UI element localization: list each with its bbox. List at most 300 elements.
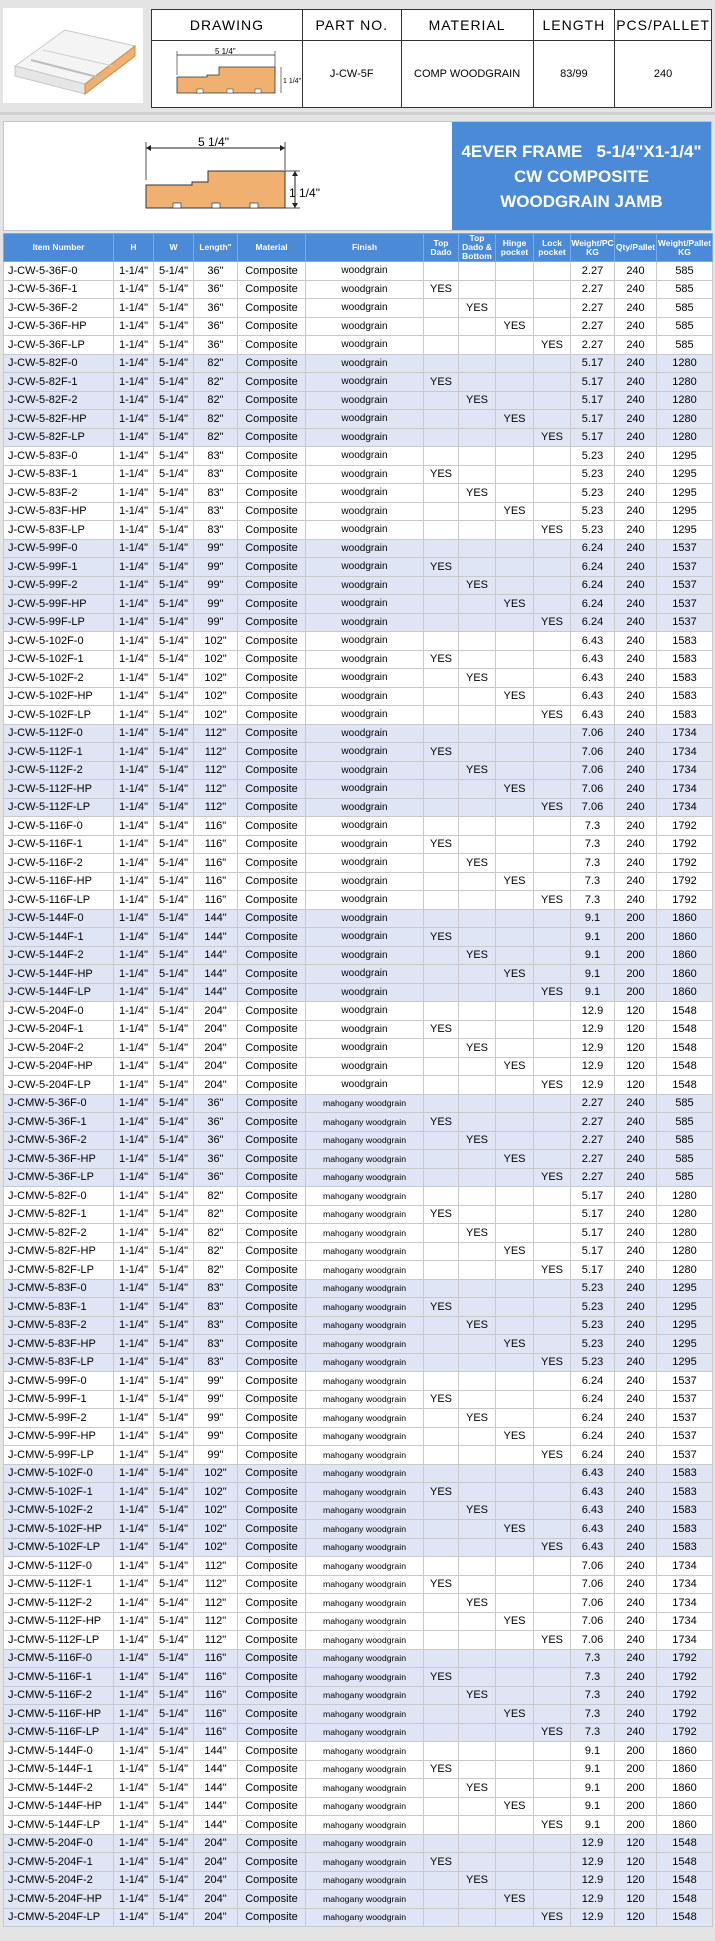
cell-top-dado	[424, 1187, 459, 1206]
cell-h: 1-1/4"	[114, 299, 154, 318]
cell-lock-pocket: YES	[534, 1261, 571, 1280]
cell-material: Composite	[238, 558, 306, 577]
table-row	[4, 946, 713, 965]
cell-h: 1-1/4"	[114, 1853, 154, 1872]
cell-lock-pocket	[534, 280, 571, 299]
table-row	[4, 1668, 713, 1687]
cell-qty-pallet: 240	[615, 354, 657, 373]
cell-material: Composite	[238, 1002, 306, 1021]
cell-lock-pocket	[534, 835, 571, 854]
cell-top-dado	[424, 1409, 459, 1428]
cell-weight-pc: 7.06	[571, 1557, 615, 1576]
cell-weight-pc: 12.9	[571, 1908, 615, 1927]
cell-qty-pallet: 240	[615, 1390, 657, 1409]
cell-hinge-pocket: YES	[496, 1335, 534, 1354]
cell-weight-pc: 5.23	[571, 1316, 615, 1335]
cell-finish: mahogany woodgrain	[306, 1094, 424, 1113]
cell-length: 83"	[194, 1353, 238, 1372]
col-length: Length"	[194, 234, 238, 262]
cell-weight-pc: 5.23	[571, 1335, 615, 1354]
cell-top-dado	[424, 909, 459, 928]
cell-weight-pallet: 1583	[657, 1520, 713, 1539]
cell-finish: mahogany woodgrain	[306, 1705, 424, 1724]
cell-top-dado: YES	[424, 650, 459, 669]
cell-weight-pc: 6.24	[571, 1390, 615, 1409]
cell-weight-pallet: 1295	[657, 1353, 713, 1372]
cell-weight-pc: 9.1	[571, 965, 615, 984]
cell-lock-pocket	[534, 1298, 571, 1317]
cell-material: Composite	[238, 761, 306, 780]
cell-qty-pallet: 240	[615, 280, 657, 299]
cell-length: 144"	[194, 983, 238, 1002]
cell-h: 1-1/4"	[114, 1871, 154, 1890]
cell-item-number: J-CW-5-83F-LP	[4, 521, 114, 540]
cell-item-number: J-CMW-5-144F-0	[4, 1742, 114, 1761]
cell-material: Composite	[238, 983, 306, 1002]
cell-qty-pallet: 240	[615, 1242, 657, 1261]
cell-w: 5-1/4"	[154, 1335, 194, 1354]
cell-top-dado: YES	[424, 1668, 459, 1687]
cell-length: 204"	[194, 1871, 238, 1890]
cell-hinge-pocket	[496, 1760, 534, 1779]
cell-w: 5-1/4"	[154, 1649, 194, 1668]
cell-hinge-pocket	[496, 354, 534, 373]
cell-h: 1-1/4"	[114, 502, 154, 521]
cell-top-dado-bottom: YES	[459, 1316, 496, 1335]
cell-w: 5-1/4"	[154, 373, 194, 392]
cell-hinge-pocket	[496, 1113, 534, 1132]
cell-weight-pallet: 1734	[657, 1575, 713, 1594]
cell-length: 99"	[194, 595, 238, 614]
table-row	[4, 1631, 713, 1650]
cell-hinge-pocket	[496, 1908, 534, 1927]
cell-length: 204"	[194, 1020, 238, 1039]
cell-w: 5-1/4"	[154, 1150, 194, 1169]
cell-weight-pallet: 585	[657, 262, 713, 281]
cell-item-number: J-CW-5-204F-1	[4, 1020, 114, 1039]
cell-length: 99"	[194, 1427, 238, 1446]
cell-top-dado-bottom	[459, 373, 496, 392]
cell-weight-pallet: 1860	[657, 983, 713, 1002]
cell-material: Composite	[238, 1834, 306, 1853]
cell-qty-pallet: 200	[615, 1779, 657, 1798]
cell-hinge-pocket: YES	[496, 1520, 534, 1539]
cell-weight-pc: 7.06	[571, 1594, 615, 1613]
cell-item-number: J-CW-5-116F-HP	[4, 872, 114, 891]
cell-w: 5-1/4"	[154, 262, 194, 281]
cell-top-dado: YES	[424, 1205, 459, 1224]
cell-item-number: J-CMW-5-99F-1	[4, 1390, 114, 1409]
cell-h: 1-1/4"	[114, 1335, 154, 1354]
cell-top-dado	[424, 1649, 459, 1668]
cell-weight-pallet: 1537	[657, 1427, 713, 1446]
cell-top-dado	[424, 1427, 459, 1446]
cell-weight-pallet: 1734	[657, 798, 713, 817]
cell-top-dado-bottom: YES	[459, 1779, 496, 1798]
cell-length: 82"	[194, 410, 238, 429]
cell-lock-pocket	[534, 576, 571, 595]
cell-finish: mahogany woodgrain	[306, 1760, 424, 1779]
cell-hinge-pocket	[496, 539, 534, 558]
cell-lock-pocket	[534, 687, 571, 706]
cell-finish: mahogany woodgrain	[306, 1557, 424, 1576]
cell-hinge-pocket	[496, 706, 534, 725]
cell-material: Composite	[238, 428, 306, 447]
cell-qty-pallet: 240	[615, 1335, 657, 1354]
cell-lock-pocket	[534, 1668, 571, 1687]
cell-item-number: J-CW-5-112F-2	[4, 761, 114, 780]
cell-hinge-pocket	[496, 1020, 534, 1039]
cell-h: 1-1/4"	[114, 1686, 154, 1705]
cell-qty-pallet: 240	[615, 1113, 657, 1132]
cell-top-dado-bottom: YES	[459, 669, 496, 688]
table-row	[4, 928, 713, 947]
cell-lock-pocket	[534, 539, 571, 558]
cell-weight-pallet: 1734	[657, 1612, 713, 1631]
cell-lock-pocket	[534, 1464, 571, 1483]
cell-lock-pocket	[534, 632, 571, 651]
cell-weight-pallet: 1280	[657, 1224, 713, 1243]
cell-top-dado	[424, 1057, 459, 1076]
cell-weight-pallet: 1860	[657, 1816, 713, 1835]
table-row	[4, 761, 713, 780]
cell-material: Composite	[238, 1612, 306, 1631]
cell-length: 112"	[194, 1612, 238, 1631]
cell-qty-pallet: 240	[615, 502, 657, 521]
cell-finish: woodgrain	[306, 872, 424, 891]
cell-top-dado-bottom: YES	[459, 761, 496, 780]
cell-weight-pc: 2.27	[571, 280, 615, 299]
table-row	[4, 1816, 713, 1835]
cell-weight-pc: 6.24	[571, 1427, 615, 1446]
cell-finish: woodgrain	[306, 539, 424, 558]
cell-item-number: J-CW-5-102F-2	[4, 669, 114, 688]
cell-lock-pocket	[534, 410, 571, 429]
cell-top-dado	[424, 1631, 459, 1650]
cell-item-number: J-CMW-5-116F-0	[4, 1649, 114, 1668]
cell-weight-pc: 12.9	[571, 1057, 615, 1076]
cell-length: 102"	[194, 1464, 238, 1483]
cell-weight-pallet: 1280	[657, 1242, 713, 1261]
cell-finish: woodgrain	[306, 687, 424, 706]
cell-hinge-pocket	[496, 891, 534, 910]
cell-length: 204"	[194, 1890, 238, 1909]
cell-material: Composite	[238, 1631, 306, 1650]
cell-material: Composite	[238, 1668, 306, 1687]
table-row	[4, 613, 713, 632]
cell-qty-pallet: 240	[615, 1686, 657, 1705]
cell-top-dado	[424, 1261, 459, 1280]
cell-weight-pallet: 1280	[657, 391, 713, 410]
cell-h: 1-1/4"	[114, 1760, 154, 1779]
cell-finish: mahogany woodgrain	[306, 1353, 424, 1372]
cell-material: Composite	[238, 1427, 306, 1446]
cell-top-dado	[424, 1242, 459, 1261]
cell-weight-pc: 6.43	[571, 1464, 615, 1483]
cell-top-dado-bottom	[459, 428, 496, 447]
table-row	[4, 1446, 713, 1465]
cell-weight-pc: 2.27	[571, 1094, 615, 1113]
cell-h: 1-1/4"	[114, 484, 154, 503]
cell-item-number: J-CMW-5-144F-1	[4, 1760, 114, 1779]
cell-w: 5-1/4"	[154, 1113, 194, 1132]
cell-w: 5-1/4"	[154, 1834, 194, 1853]
cell-h: 1-1/4"	[114, 1298, 154, 1317]
cell-top-dado	[424, 1316, 459, 1335]
cell-material: Composite	[238, 1686, 306, 1705]
cell-finish: mahogany woodgrain	[306, 1834, 424, 1853]
table-row	[4, 909, 713, 928]
cell-top-dado	[424, 410, 459, 429]
cell-top-dado-bottom	[459, 1575, 496, 1594]
cell-lock-pocket	[534, 1316, 571, 1335]
cell-item-number: J-CW-5-112F-LP	[4, 798, 114, 817]
cell-weight-pallet: 1280	[657, 1261, 713, 1280]
cell-weight-pc: 5.17	[571, 373, 615, 392]
cell-weight-pallet: 1548	[657, 1834, 713, 1853]
cell-weight-pallet: 1537	[657, 613, 713, 632]
spec-dim-height: 1 1/4"	[282, 77, 301, 85]
cell-top-dado-bottom	[459, 558, 496, 577]
cell-finish: woodgrain	[306, 1039, 424, 1058]
cell-material: Composite	[238, 1131, 306, 1150]
cell-lock-pocket	[534, 743, 571, 762]
cell-hinge-pocket	[496, 1668, 534, 1687]
cell-finish: woodgrain	[306, 558, 424, 577]
table-row	[4, 650, 713, 669]
cell-top-dado	[424, 1612, 459, 1631]
cell-h: 1-1/4"	[114, 854, 154, 873]
cell-lock-pocket	[534, 1427, 571, 1446]
cell-top-dado-bottom: YES	[459, 299, 496, 318]
cell-length: 36"	[194, 299, 238, 318]
cell-finish: woodgrain	[306, 280, 424, 299]
cell-hinge-pocket	[496, 1002, 534, 1021]
cell-h: 1-1/4"	[114, 780, 154, 799]
cell-h: 1-1/4"	[114, 706, 154, 725]
cell-top-dado	[424, 1908, 459, 1927]
cell-w: 5-1/4"	[154, 1076, 194, 1095]
cell-material: Composite	[238, 1020, 306, 1039]
cell-weight-pallet: 1295	[657, 484, 713, 503]
cell-qty-pallet: 240	[615, 1520, 657, 1539]
cell-finish: woodgrain	[306, 299, 424, 318]
cell-item-number: J-CMW-5-36F-1	[4, 1113, 114, 1132]
cell-qty-pallet: 120	[615, 1834, 657, 1853]
cell-w: 5-1/4"	[154, 872, 194, 891]
table-row	[4, 1520, 713, 1539]
cell-weight-pc: 2.27	[571, 299, 615, 318]
cell-weight-pallet: 1548	[657, 1020, 713, 1039]
cell-qty-pallet: 240	[615, 428, 657, 447]
cell-qty-pallet: 240	[615, 1372, 657, 1391]
cell-weight-pc: 5.23	[571, 1279, 615, 1298]
cell-length: 99"	[194, 613, 238, 632]
cell-hinge-pocket	[496, 798, 534, 817]
cell-w: 5-1/4"	[154, 1427, 194, 1446]
table-row	[4, 1890, 713, 1909]
cell-hinge-pocket: YES	[496, 1057, 534, 1076]
cell-weight-pc: 5.23	[571, 484, 615, 503]
cell-item-number: J-CMW-5-83F-LP	[4, 1353, 114, 1372]
cell-weight-pc: 7.06	[571, 780, 615, 799]
cell-h: 1-1/4"	[114, 1002, 154, 1021]
cell-hinge-pocket: YES	[496, 780, 534, 799]
cell-lock-pocket	[534, 928, 571, 947]
cell-top-dado-bottom	[459, 1076, 496, 1095]
cell-top-dado-bottom	[459, 724, 496, 743]
cell-weight-pc: 2.27	[571, 1168, 615, 1187]
cell-top-dado-bottom	[459, 1483, 496, 1502]
cell-h: 1-1/4"	[114, 465, 154, 484]
cell-top-dado-bottom	[459, 1446, 496, 1465]
cell-top-dado	[424, 1871, 459, 1890]
cell-w: 5-1/4"	[154, 1039, 194, 1058]
cell-qty-pallet: 240	[615, 1723, 657, 1742]
cell-qty-pallet: 240	[615, 1575, 657, 1594]
cell-hinge-pocket	[496, 1501, 534, 1520]
cell-finish: woodgrain	[306, 354, 424, 373]
cell-weight-pallet: 1792	[657, 1649, 713, 1668]
cell-length: 102"	[194, 1520, 238, 1539]
cell-weight-pc: 2.27	[571, 262, 615, 281]
cell-lock-pocket	[534, 1890, 571, 1909]
cell-top-dado	[424, 632, 459, 651]
cell-top-dado: YES	[424, 743, 459, 762]
cell-hinge-pocket	[496, 835, 534, 854]
cell-weight-pc: 5.17	[571, 1261, 615, 1280]
cell-top-dado: YES	[424, 1853, 459, 1872]
cell-material: Composite	[238, 1187, 306, 1206]
cell-top-dado	[424, 1224, 459, 1243]
col-hinge-pocket: Hinge pocket	[496, 234, 534, 262]
cell-h: 1-1/4"	[114, 965, 154, 984]
cell-h: 1-1/4"	[114, 1538, 154, 1557]
cell-top-dado-bottom	[459, 1242, 496, 1261]
table-row	[4, 1723, 713, 1742]
cell-h: 1-1/4"	[114, 761, 154, 780]
cell-top-dado-bottom	[459, 465, 496, 484]
cell-qty-pallet: 240	[615, 687, 657, 706]
cell-top-dado	[424, 576, 459, 595]
cell-weight-pallet: 1537	[657, 1409, 713, 1428]
cell-h: 1-1/4"	[114, 835, 154, 854]
table-row	[4, 1409, 713, 1428]
cell-top-dado-bottom	[459, 1723, 496, 1742]
cell-qty-pallet: 240	[615, 1538, 657, 1557]
cell-lock-pocket: YES	[534, 1168, 571, 1187]
cell-item-number: J-CW-5-82F-HP	[4, 410, 114, 429]
table-row	[4, 521, 713, 540]
table-row	[4, 1464, 713, 1483]
cell-length: 144"	[194, 1816, 238, 1835]
cell-length: 102"	[194, 1483, 238, 1502]
cell-finish: woodgrain	[306, 1020, 424, 1039]
cell-length: 204"	[194, 1002, 238, 1021]
cell-finish: mahogany woodgrain	[306, 1131, 424, 1150]
cell-h: 1-1/4"	[114, 1446, 154, 1465]
cell-length: 112"	[194, 798, 238, 817]
cell-length: 112"	[194, 1575, 238, 1594]
spec-pcs-pallet: 240	[615, 41, 712, 108]
cell-w: 5-1/4"	[154, 1390, 194, 1409]
cell-weight-pc: 9.1	[571, 928, 615, 947]
cell-finish: mahogany woodgrain	[306, 1298, 424, 1317]
cell-material: Composite	[238, 1538, 306, 1557]
cell-length: 102"	[194, 1501, 238, 1520]
cell-top-dado-bottom: YES	[459, 484, 496, 503]
cell-finish: mahogany woodgrain	[306, 1261, 424, 1280]
cell-w: 5-1/4"	[154, 447, 194, 466]
cell-weight-pallet: 1280	[657, 1205, 713, 1224]
table-row	[4, 1390, 713, 1409]
cell-h: 1-1/4"	[114, 983, 154, 1002]
cell-material: Composite	[238, 1742, 306, 1761]
cell-hinge-pocket	[496, 576, 534, 595]
cell-w: 5-1/4"	[154, 835, 194, 854]
cell-finish: mahogany woodgrain	[306, 1575, 424, 1594]
cell-weight-pc: 9.1	[571, 909, 615, 928]
cell-weight-pallet: 1295	[657, 521, 713, 540]
cell-finish: mahogany woodgrain	[306, 1316, 424, 1335]
cell-length: 36"	[194, 1113, 238, 1132]
cell-material: Composite	[238, 410, 306, 429]
cell-top-dado	[424, 1131, 459, 1150]
cell-qty-pallet: 240	[615, 743, 657, 762]
cell-material: Composite	[238, 743, 306, 762]
spec-material: COMP WOODGRAIN	[401, 41, 533, 108]
col-material: Material	[238, 234, 306, 262]
cell-top-dado: YES	[424, 1483, 459, 1502]
cell-hinge-pocket	[496, 280, 534, 299]
col-top-dado: Top Dado	[424, 234, 459, 262]
cell-lock-pocket: YES	[534, 1631, 571, 1650]
cell-finish: mahogany woodgrain	[306, 1890, 424, 1909]
cell-length: 36"	[194, 1131, 238, 1150]
table-row	[4, 1594, 713, 1613]
cell-material: Composite	[238, 1335, 306, 1354]
cell-w: 5-1/4"	[154, 632, 194, 651]
cell-h: 1-1/4"	[114, 428, 154, 447]
cell-w: 5-1/4"	[154, 724, 194, 743]
cell-hinge-pocket: YES	[496, 1612, 534, 1631]
cell-qty-pallet: 240	[615, 1649, 657, 1668]
cell-length: 144"	[194, 946, 238, 965]
cell-item-number: J-CW-5-102F-1	[4, 650, 114, 669]
cell-item-number: J-CMW-5-112F-2	[4, 1594, 114, 1613]
cell-length: 204"	[194, 1076, 238, 1095]
cell-w: 5-1/4"	[154, 595, 194, 614]
cell-item-number: J-CMW-5-112F-LP	[4, 1631, 114, 1650]
cell-weight-pc: 5.17	[571, 428, 615, 447]
cell-top-dado-bottom	[459, 909, 496, 928]
cell-top-dado	[424, 1002, 459, 1021]
cell-weight-pallet: 1792	[657, 1686, 713, 1705]
table-row	[4, 1483, 713, 1502]
table-row	[4, 1242, 713, 1261]
table-row	[4, 743, 713, 762]
cell-h: 1-1/4"	[114, 1723, 154, 1742]
cell-w: 5-1/4"	[154, 613, 194, 632]
cell-hinge-pocket	[496, 391, 534, 410]
cell-w: 5-1/4"	[154, 1742, 194, 1761]
table-row	[4, 1353, 713, 1372]
table-row	[4, 891, 713, 910]
cell-h: 1-1/4"	[114, 447, 154, 466]
cell-lock-pocket	[534, 761, 571, 780]
cell-hinge-pocket	[496, 1372, 534, 1391]
cell-lock-pocket: YES	[534, 1353, 571, 1372]
